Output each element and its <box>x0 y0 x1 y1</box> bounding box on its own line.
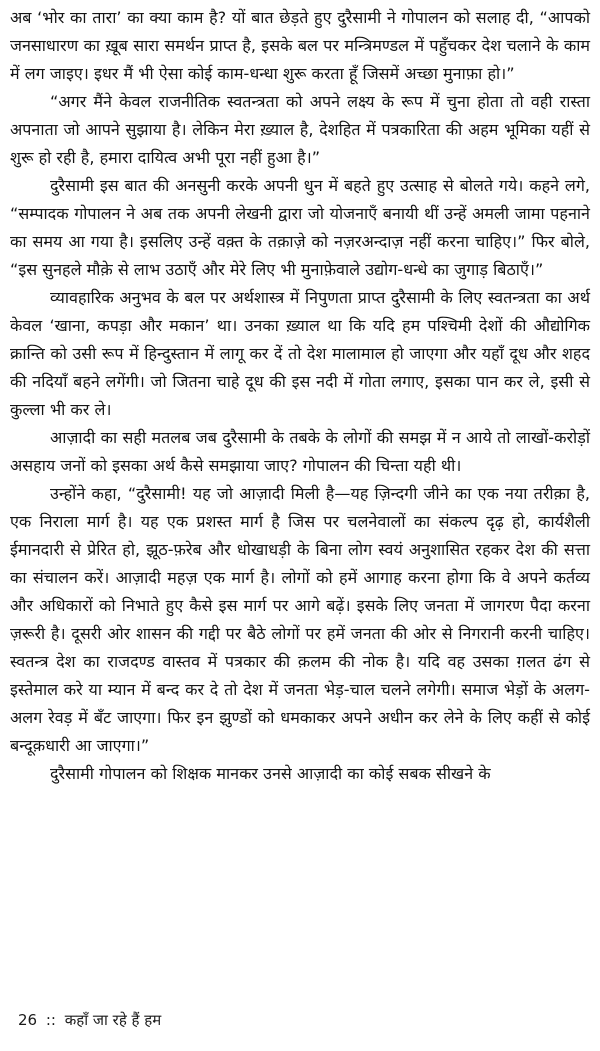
paragraph-4: व्यावहारिक अनुभव के बल पर अर्थशास्त्र में निपुणता प्राप्त दुरैसामी के लिए स्वतन्त्रता का अर्थ केवल ‘खाना, कपड़ा और मकान’ था। उनका ख़्याल था कि यदि हम पश्चिमी देशों की औद्योगिक क्रान्ति को उसी रूप में हिन्दुस्तान में लागू कर दें तो देश मालामाल हो जाएगा और यहाँ दूध और शहद की नदियाँ बहने लगेंगी। जो जितना चाहे दूध की इस नदी में गोता लगाए, इसका पान कर ले, इसी से कुल्ला भी कर ले। <box>10 288 590 419</box>
page-number: 26 <box>18 1011 38 1029</box>
paragraph-2: “अगर मैंने केवल राजनीतिक स्वतन्त्रता को अपने लक्ष्य के रूप में चुना होता तो वही रास्ता अपनाता जो आपने सुझाया है। लेकिन मेरा ख़्याल है, देशहित में पत्रकारिता की अहम भूमिका यहीं से शुरू हो रही है, हमारा दायित्व अभी पूरा नहीं हुआ है।” <box>10 92 590 167</box>
paragraph-5: आज़ादी का सही मतलब जब दुरैसामी के तबके के लोगों की समझ में न आये तो लाखों-करोड़ों असहाय जनों को इसका अर्थ कैसे समझाया जाए? गोपालन की चिन्ता यही थी। <box>10 428 590 475</box>
paragraph-3: दुरैसामी इस बात की अनसुनी करके अपनी धुन में बहते हुए उत्साह से बोलते गये। कहने लगे, “सम्पादक गोपालन ने अब तक अपनी लेखनी द्वारा जो योजनाएँ बनायी थीं उन्हें अमली जामा पहनाने का समय आ गया है। इसलिए उन्हें वक़्त के तक़ाज़े को नज़रअन्दाज़ नहीं करना चाहिए।” फिर बोले, “इस सुनहले मौक़े से लाभ उठाएँ और मेरे लिए भी मुनाफ़ेवाले उद्योग-धन्धे का जुगाड़ बिठाएँ।” <box>10 176 590 279</box>
paragraph-1: अब ‘भोर का तारा’ का क्या काम है? यों बात छेड़ते हुए दुरैसामी ने गोपालन को सलाह दी, “आपको जनसाधारण का ख़ूब सारा समर्थन प्राप्त है, इसके बल पर मन्त्रिमण्डल में पहुँचकर देश चलाने के काम में लग जाइए। इधर मैं भी ऐसा कोई काम-धन्धा शुरू करता हूँ जिसमें अच्छा मुनाफ़ा हो।” <box>10 8 590 83</box>
paragraph-6: उन्होंने कहा, “दुरैसामी! यह जो आज़ादी मिली है—यह ज़िन्दगी जीने का एक नया तरीक़ा है, एक निराला मार्ग है। यह एक प्रशस्त मार्ग है जिस पर चलनेवालों का संकल्प दृढ़ हो, कार्यशैली ईमानदारी से प्रेरित हो, झूठ-फ़रेब और धोखाधड़ी के बिना लोग स्वयं अनुशासित रहकर देश की सत्ता का संचालन करें। आज़ादी महज़ एक मार्ग है। लोगों को हमें आगाह करना होगा कि वे अपने कर्तव्य और अधिकारों को निभाते हुए कैसे इस मार्ग पर आगे बढ़ें। इसके लिए जनता में जागरण पैदा करना ज़रूरी है। दूसरी ओर शासन की गद्दी पर बैठे लोगों पर हमें जनता की ओर से निगरानी करनी चाहिए। स्वतन्त्र देश का राजदण्ड वास्तव में पत्रकार की क़लम की नोक है। यदि वह उसका ग़लत ढंग से इस्तेमाल करे या म्यान में बन्द कर दे तो देश में जनता भेड़-चाल चलने लगेगी। समाज भेड़ों के अलग-अलग रेवड़ में बँट जाएगा। फिर इन झुण्डों को धमकाकर अपने अधीन कर लेने के लिए कहीं से कोई बन्दूक़धारी आ जाएगा।” <box>10 484 590 755</box>
book-title: कहाँ जा रहे हैं हम <box>64 1011 162 1029</box>
paragraph-7: दुरैसामी गोपालन को शिक्षक मानकर उनसे आज़ादी का कोई सबक सीखने के <box>50 764 491 783</box>
page-footer <box>18 1010 161 1030</box>
footer-separator: :: <box>45 1011 56 1029</box>
body-text <box>10 4 590 788</box>
